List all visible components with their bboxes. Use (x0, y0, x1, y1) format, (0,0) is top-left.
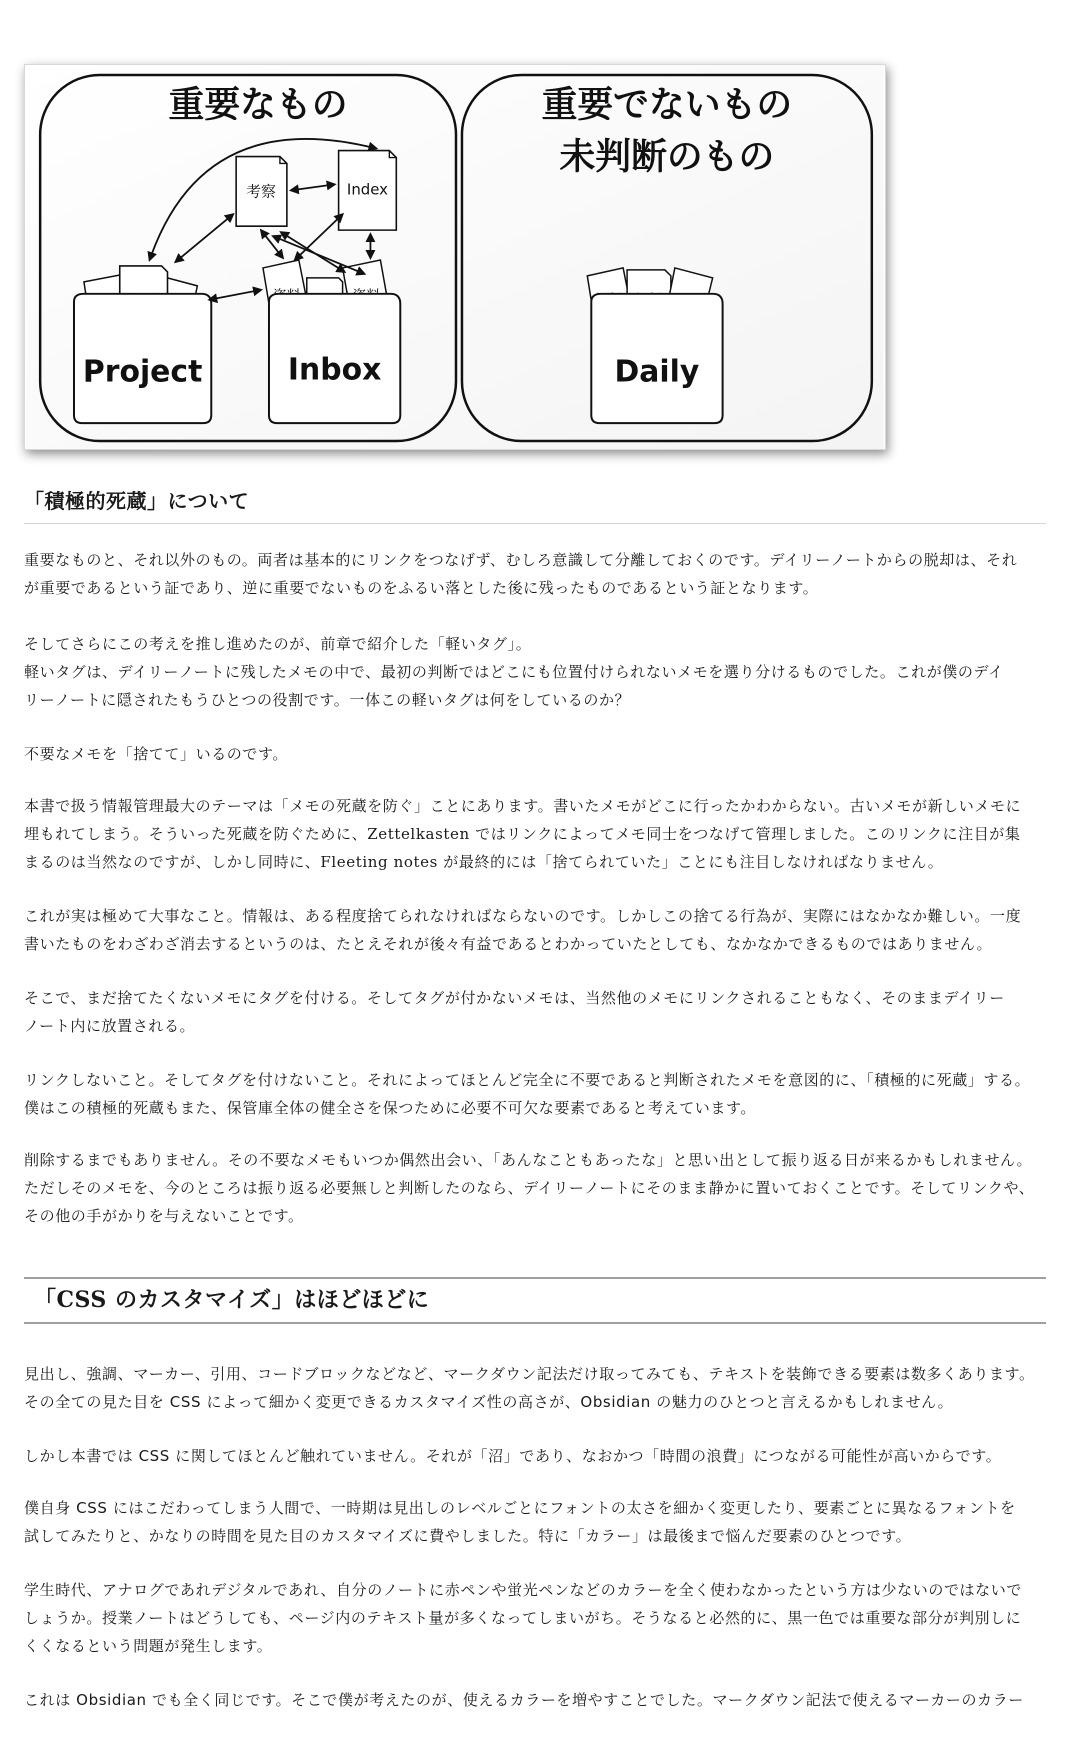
paragraph: これは Obsidian でも全く同じです。そこで僕が考えたのが、使えるカラーを増やすことでした。マークダウン記法で使えるマーカーのカラー (24, 1691, 1024, 1709)
folder-project (74, 294, 211, 423)
paragraph: 本書で扱う情報管理最大のテーマは「メモの死蔵を防ぐ」ことにあります。書いたメモがどこに行ったかわからない。古いメモが新しいメモに 埋もれてしまう。そういった死蔵を防ぐために、Zettelkasten ではリンクによってメモ同士をつなげて管理しました。このリンクに注目が集 まるのは当然なのですが、しかし同時に、Fleeting notes が最終的には「捨てられていた」ことにも注目しなければなりません。 (24, 797, 1022, 871)
paragraph: 見出し、強調、マーカー、引用、コードブロックなどなど、マークダウン記法だけ取ってみても、テキストを装飾できる要素は数多くあります。 その全ての見た目を CSS によって細かく変更できるカスタマイズ性の高さが、Obsidian の魅力のひとつと言えるかもしれません。 (24, 1365, 1035, 1411)
paragraph: これが実は極めて大事なこと。情報は、ある程度捨てられなければならないのです。しかしこの捨てる行為が、実際にはなかなか難しい。一度 書いたものをわざわざ消去するというのは、たとえそれが後々有益であるとわかっていたとしても、なかなかできるものではありません。 (24, 907, 1022, 953)
doc-consideration (236, 157, 287, 227)
paragraph: そこで、まだ捨てたくないメモにタグを付ける。そしてタグが付かないメモは、当然他のメモにリンクされることもなく、そのままデイリー ノート内に放置される。 (24, 989, 1005, 1035)
diagram-svg (25, 65, 885, 449)
important-box-title: 重要なもの (168, 84, 348, 126)
section-heading-active-storage: 「積極的死蔵」について (24, 486, 1046, 524)
paragraph: リンクしないこと。そしてタグを付けないこと。それによってほとんど完全に不要であると判断されたメモを意図的に、「積極的に死蔵」する。 僕はこの積極的死蔵もまた、保管庫全体の健全さを保つために必要不可欠な要素であると考えています。 (24, 1071, 1031, 1117)
unimportant-box-title-2: 未判断のもの (559, 136, 775, 178)
section-heading-css-customize: 「CSS のカスタマイズ」はほどほどに (24, 1277, 1046, 1324)
paragraph: しかし本書では CSS に関してほとんど触れていません。それが「沼」であり、なおかつ「時間の浪費」につながる可能性が高いからです。 (24, 1447, 1002, 1465)
paragraph: 不要なメモを「捨てて」いるのです。 (24, 745, 289, 763)
paragraph: 重要なものと、それ以外のもの。両者は基本的にリンクをつなげず、むしろ意識して分離しておくのです。デイリーノートからの脱却は、それ が重要であるという証であり、逆に重要でないものをふるい落とした後に残ったものであるという証となります。 (24, 551, 1018, 597)
diagram-figure (24, 64, 886, 450)
folder-daily (591, 294, 722, 423)
svg-text:Project: Project (82, 354, 203, 390)
svg-text:Daily: Daily (614, 354, 700, 390)
doc-index (339, 151, 397, 231)
paragraph: 削除するまでもありません。その不要なメモもいつか偶然出会い、「あんなこともあったな」と思い出として振り返る日が来るかもしれません。 ただしそのメモを、今のところは振り返る必要無しと判断したのなら、デイリーノートにそのまま静かに置いておくことです。そしてリンクや、 その他の手がかりを与えないことです。 (24, 1151, 1035, 1225)
unimportant-box-title-1: 重要でないもの (541, 84, 793, 126)
svg-text:Index: Index (346, 180, 388, 199)
svg-text:Inbox: Inbox (287, 352, 382, 388)
svg-text:考察: 考察 (246, 182, 276, 201)
folder-inbox (269, 294, 400, 423)
paragraph: そしてさらにこの考えを推し進めたのが、前章で紹介した「軽いタグ」。 軽いタグは、デイリーノートに残したメモの中で、最初の判断ではどこにも位置付けられないメモを選り分けるものでした。これが僕のデイ リーノートに隠されたもうひとつの役割です。一体この軽いタグは何をしているのか？ (24, 635, 1004, 709)
paragraph: 学生時代、アナログであれデジタルであれ、自分のノートに赤ペンや蛍光ペンなどのカラーを全く使わなかったという方は少ないのではないで しょうか。授業ノートはどうしても、ページ内のテキスト量が多くなってしまいがち。そうなると必然的に、黒一色では重要な部分が判別しに くくなるという問題が発生します。 (24, 1581, 1022, 1655)
paragraph: 僕自身 CSS にはこだわってしまう人間で、一時期は見出しのレベルごとにフォントの太さを細かく変更したり、要素ごとに異なるフォントを 試してみたりと、かなりの時間を見た目のカスタマイズに費やしました。特に「カラー」は最後まで悩んだ要素のひとつです。 (24, 1499, 1016, 1545)
